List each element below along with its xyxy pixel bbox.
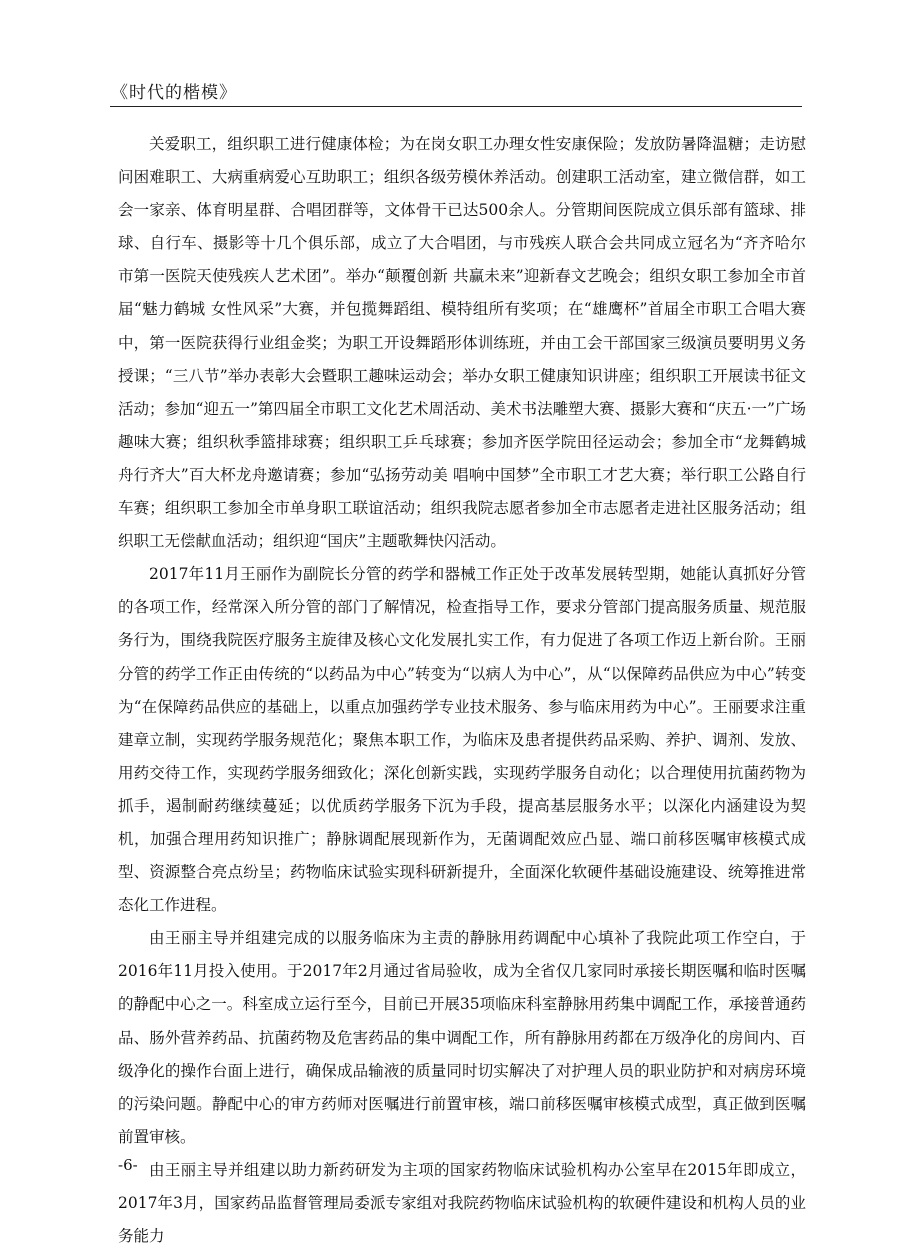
running-header: 《时代的楷模》 (111, 83, 237, 103)
paragraph-staff-care: 关爱职工，组织职工进行健康体检；为在岗女职工办理女性安康保险；发放防暑降温糖；走访慰问困难职工、大病重病爱心互助职工；组织各级劳模休养活动。创建职工活动室，建立微信群，如工会一家亲、体育明星群、合唱团群等，文体骨干已达500余人。分管期间医院成立俱乐部有篮球、排球、自行车、摄影等十几个俱乐部，成立了大合唱团，与市残疾人联合会共同成立冠名为“齐齐哈尔市第一医院天使残疾人艺术团”。举办“颠覆创新 共赢未来”迎新春文艺晚会；组织女职工参加全市首届“魅力鹤城 女性风采”大赛，并包揽舞蹈组、模特组所有奖项；在“雄鹰杯”首届全市职工合唱大赛中，第一医院获得行业组金奖；为职工开设舞蹈形体训练班，并由工会干部国家三级演员要明男义务授课；“三八节”举办表彰大会暨职工趣味运动会；举办女职工健康知识讲座；组织职工开展读书征文活动；参加“迎五一”第四届全市职工文化艺术周活动、美术书法雕塑大赛、摄影大赛和“庆五·一”广场趣味大赛；组织秋季篮排球赛；组织职工乒乓球赛；参加齐医学院田径运动会；参加全市“龙舞鹤城 舟行齐大”百大杯龙舟邀请赛；参加“弘扬劳动美 唱响中国梦”全市职工才艺大赛；举行职工公路自行车赛；组织职工参加全市单身职工联谊活动；组织我院志愿者参加全市志愿者走进社区服务活动；组织职工无偿献血活动；组织迎“国庆”主题歌舞快闪活动。 (118, 135, 806, 551)
paragraph-clinical-trial-office: 由王丽主导并组建以助力新药研发为主项的国家药物临床试验机构办公室早在2015年即成立，2017年3月，国家药品监督管理局委派专家组对我院药物临床试验机构的软硬件建设和机构人员的业务能力 (118, 1160, 806, 1246)
header-divider (110, 106, 802, 107)
page-number: -6- (118, 1156, 138, 1174)
body-text (118, 128, 806, 1253)
paragraph-intravenous-center: 由王丽主导并组建完成的以服务临床为主责的静脉用药调配中心填补了我院此项工作空白，于2016年11月投入使用。于2017年2月通过省局验收，成为全省仅几家同时承接长期医嘱和临时医嘱的静配中心之一。科室成立运行至今，目前已开展35项临床科室静脉用药集中调配工作，承接普通药品、肠外营养药品、抗菌药物及危害药品的集中调配工作，所有静脉用药都在万级净化的房间内、百级净化的操作台面上进行，确保成品输液的质量同时切实解决了对护理人员的职业防护和对病房环境的污染问题。静配中心的审方药师对医嘱进行前置审核，端口前移医嘱审核模式成型，真正做到医嘱前置审核。 (118, 929, 806, 1146)
paragraph-pharmacy-management: 2017年11月王丽作为副院长分管的药学和器械工作正处于改革发展转型期，她能认真抓好分管的各项工作，经常深入所分管的部门了解情况，检查指导工作，要求分管部门提高服务质量、规范服务行为，围绕我院医疗服务主旋律及核心文化发展扎实工作，有力促进了各项工作迈上新台阶。王丽分管的药学工作正由传统的“以药品为中心”转变为“以病人为中心”，从“以保障药品供应为中心”转变为“在保障药品供应的基础上，以重点加强药学专业技术服务、参与临床用药为中心”。王丽要求注重建章立制，实现药学服务规范化；聚焦本职工作，为临床及患者提供药品采购、养护、调剂、发放、用药交待工作，实现药学服务细致化；深化创新实践，实现药学服务自动化；以合理使用抗菌药物为抓手，遏制耐药继续蔓延；以优质药学服务下沉为手段，提高基层服务水平；以深化内涵建设为契机，加强合理用药知识推广；静脉调配展现新作为，无菌调配效应凸显、端口前移医嘱审核模式成型、资源整合亮点纷呈；药物临床试验实现科研新提升，全面深化软硬件基础设施建设、统筹推进常态化工作进程。 (118, 565, 806, 915)
